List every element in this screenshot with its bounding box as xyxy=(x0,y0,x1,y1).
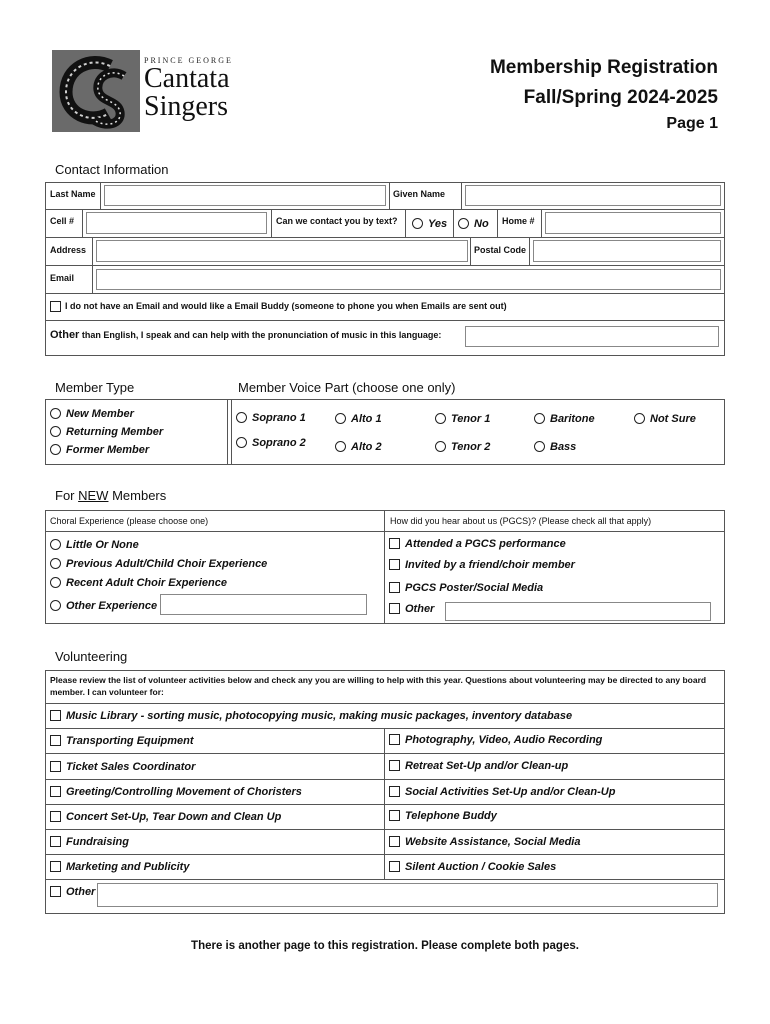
former-member-radio[interactable] xyxy=(50,444,61,455)
marketing-label: Marketing and Publicity xyxy=(66,861,190,873)
logo-monogram-icon xyxy=(52,50,140,132)
little-none-radio[interactable] xyxy=(50,539,61,550)
new-members-heading-suffix: Members xyxy=(108,488,167,503)
concert-setup-label: Concert Set-Up, Tear Down and Clean Up xyxy=(66,811,282,823)
given-name-label: Given Name xyxy=(393,189,446,199)
tenor2-label: Tenor 2 xyxy=(451,441,491,453)
previous-choir-radio[interactable] xyxy=(50,558,61,569)
home-field[interactable] xyxy=(545,212,721,234)
hear-other-field[interactable] xyxy=(445,602,711,621)
transporting-label: Transporting Equipment xyxy=(66,735,194,747)
music-library-checkbox[interactable] xyxy=(50,710,61,721)
tenor1-label: Tenor 1 xyxy=(451,413,491,425)
contact-heading: Contact Information xyxy=(55,162,169,177)
greeting-label: Greeting/Controlling Movement of Choristers xyxy=(66,786,302,798)
new-members-heading xyxy=(55,488,166,503)
recent-choir-radio[interactable] xyxy=(50,577,61,588)
logo-line1: Cantata xyxy=(144,63,230,94)
new-member-label: New Member xyxy=(66,408,134,420)
soprano2-label: Soprano 2 xyxy=(252,437,306,449)
language-label xyxy=(50,329,441,341)
form-title: Membership Registration xyxy=(489,57,718,78)
volunteering-intro: Please review the list of volunteer activities below and check any you are willing to help with this year. Questions about volunteering may be directed to any board member. I can volunteer for: xyxy=(50,675,707,697)
baritone-radio[interactable] xyxy=(534,413,545,424)
new-members-heading-prefix: For xyxy=(55,488,79,503)
other-experience-radio[interactable] xyxy=(50,600,61,611)
fundraising-checkbox[interactable] xyxy=(50,836,61,847)
ticket-sales-checkbox[interactable] xyxy=(50,761,61,772)
postal-code-label: Postal Code xyxy=(474,245,527,255)
ticket-sales-label: Ticket Sales Coordinator xyxy=(66,761,196,773)
alto1-radio[interactable] xyxy=(335,413,346,424)
returning-member-label: Returning Member xyxy=(66,426,164,438)
social-activities-checkbox[interactable] xyxy=(389,786,400,797)
retreat-label: Retreat Set-Up and/or Clean-up xyxy=(405,760,569,772)
recent-choir-label: Recent Adult Choir Experience xyxy=(66,577,227,589)
former-member-label: Former Member xyxy=(66,444,150,456)
logo-line2: Singers xyxy=(144,91,228,122)
attended-label: Attended a PGCS performance xyxy=(405,538,566,550)
poster-checkbox[interactable] xyxy=(389,582,400,593)
volunteer-other-checkbox[interactable] xyxy=(50,886,61,897)
page-number: Page 1 xyxy=(666,115,718,132)
email-label: Email xyxy=(50,273,75,283)
telephone-buddy-checkbox[interactable] xyxy=(389,810,400,821)
language-field[interactable] xyxy=(465,326,719,347)
text-yes-label: Yes xyxy=(428,218,448,230)
text-yes-radio[interactable] xyxy=(412,218,423,229)
telephone-buddy-label: Telephone Buddy xyxy=(405,810,497,822)
email-buddy-checkbox[interactable] xyxy=(50,301,61,312)
soprano1-radio[interactable] xyxy=(236,412,247,423)
website-checkbox[interactable] xyxy=(389,836,400,847)
other-experience-field[interactable] xyxy=(160,594,367,615)
website-label: Website Assistance, Social Media xyxy=(405,836,581,848)
form-season: Fall/Spring 2024-2025 xyxy=(523,87,718,108)
tenor2-radio[interactable] xyxy=(435,441,446,452)
cell-field[interactable] xyxy=(86,212,267,234)
music-library-label: Music Library - sorting music, photocopying music, making music packages, inventory database xyxy=(66,710,573,722)
social-activities-label: Social Activities Set-Up and/or Clean-Up xyxy=(405,786,616,798)
home-label: Home # xyxy=(502,216,535,226)
new-members-heading-new: NEW xyxy=(78,488,109,503)
little-none-label: Little Or None xyxy=(66,539,139,551)
invited-checkbox[interactable] xyxy=(389,559,400,570)
poster-label: PGCS Poster/Social Media xyxy=(405,582,544,594)
hear-other-label: Other xyxy=(405,603,435,615)
alto2-label: Alto 2 xyxy=(351,441,382,453)
postal-code-field[interactable] xyxy=(533,240,721,262)
photography-checkbox[interactable] xyxy=(389,734,400,745)
not-sure-radio[interactable] xyxy=(634,413,645,424)
hear-header: How did you hear about us (PGCS)? (Please check all that apply) xyxy=(390,516,652,526)
bass-label: Bass xyxy=(550,441,577,453)
transporting-checkbox[interactable] xyxy=(50,735,61,746)
email-field[interactable] xyxy=(96,269,721,290)
greeting-checkbox[interactable] xyxy=(50,786,61,797)
text-no-label: No xyxy=(474,218,489,230)
new-member-radio[interactable] xyxy=(50,408,61,419)
silent-auction-checkbox[interactable] xyxy=(389,861,400,872)
voice-part-heading: Member Voice Part (choose one only) xyxy=(238,380,456,395)
last-name-field[interactable] xyxy=(104,185,386,206)
volunteer-other-label: Other xyxy=(66,886,96,898)
silent-auction-label: Silent Auction / Cookie Sales xyxy=(405,861,557,873)
language-label-other: Other xyxy=(50,329,80,341)
marketing-checkbox[interactable] xyxy=(50,861,61,872)
retreat-checkbox[interactable] xyxy=(389,760,400,771)
cell-label: Cell # xyxy=(50,216,75,226)
alto1-label: Alto 1 xyxy=(351,413,382,425)
volunteering-heading: Volunteering xyxy=(55,649,128,664)
volunteer-other-field[interactable] xyxy=(97,883,718,907)
other-experience-label: Other Experience xyxy=(66,600,158,612)
not-sure-label: Not Sure xyxy=(650,413,696,425)
soprano2-radio[interactable] xyxy=(236,437,247,448)
given-name-field[interactable] xyxy=(465,185,721,206)
logo-prefix: PRINCE GEORGE xyxy=(144,56,233,65)
footer-note: There is another page to this registration. Please complete both pages. xyxy=(191,940,579,952)
text-no-radio[interactable] xyxy=(458,218,469,229)
choral-header: Choral Experience (please choose one) xyxy=(50,516,209,526)
soprano1-label: Soprano 1 xyxy=(252,412,306,424)
returning-member-radio[interactable] xyxy=(50,426,61,437)
text-question-label: Can we contact you by text? xyxy=(276,216,398,226)
tenor1-radio[interactable] xyxy=(435,413,446,424)
hear-other-checkbox[interactable] xyxy=(389,603,400,614)
attended-checkbox[interactable] xyxy=(389,538,400,549)
logo-monogram xyxy=(52,50,140,132)
address-field[interactable] xyxy=(96,240,468,262)
previous-choir-label: Previous Adult/Child Choir Experience xyxy=(66,558,268,570)
address-label: Address xyxy=(50,245,87,255)
invited-label: Invited by a friend/choir member xyxy=(405,559,575,571)
last-name-label: Last Name xyxy=(50,189,96,199)
email-buddy-label: I do not have an Email and would like a Email Buddy (someone to phone you when Emails are sent out) xyxy=(65,301,507,311)
logo xyxy=(52,50,242,135)
concert-setup-checkbox[interactable] xyxy=(50,811,61,822)
bass-radio[interactable] xyxy=(534,441,545,452)
member-type-heading: Member Type xyxy=(55,380,135,395)
baritone-label: Baritone xyxy=(550,413,595,425)
language-label-rest: than English, I speak and can help with the pronunciation of music in this language: xyxy=(79,330,442,340)
alto2-radio[interactable] xyxy=(335,441,346,452)
fundraising-label: Fundraising xyxy=(66,836,129,848)
photography-label: Photography, Video, Audio Recording xyxy=(405,734,603,746)
